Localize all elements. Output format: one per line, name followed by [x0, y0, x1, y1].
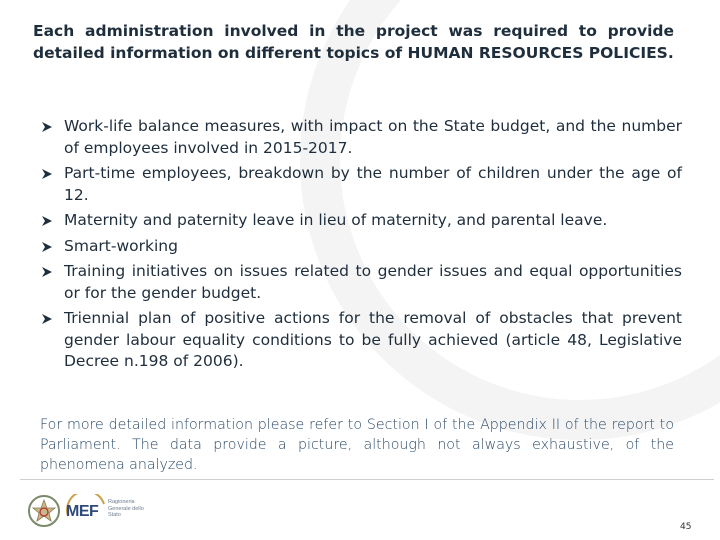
arrow-bullet-icon — [40, 240, 54, 254]
footer-divider — [20, 479, 714, 480]
bullet-text: Triennial plan of positive actions for the removal of obstacles that prevent gender labour equality conditions to be fully achieved (article 48, Legislative Decree n.198 of 2006). — [64, 309, 682, 370]
arrow-bullet-icon — [40, 312, 54, 326]
bullet-text: Smart-working — [64, 236, 178, 255]
bullet-item — [40, 116, 682, 159]
bullet-item — [40, 210, 682, 232]
bullet-item — [40, 236, 682, 258]
bullet-text: Training initiatives on issues related to gender issues and equal opportunities or for the gender budget. — [64, 262, 682, 302]
topic-bullet-list — [40, 116, 682, 377]
arrow-bullet-icon — [40, 120, 54, 134]
page-number: 45 — [680, 522, 692, 532]
bullet-item — [40, 163, 682, 206]
bullet-item — [40, 308, 682, 373]
mef-logo-subtitle: Ragioneria Generale dello Stato — [108, 499, 144, 518]
reference-note: For more detailed information please refer to Section I of the Appendix II of the report to Parliament. The data provide a picture, although not always exhaustive, of the phenomena analyzed. — [40, 417, 674, 473]
bullet-text: Part-time employees, breakdown by the number of children under the age of 12. — [64, 164, 682, 204]
mef-logo-text: MEF — [66, 503, 99, 520]
bullet-text: Work-life balance measures, with impact on the State budget, and the number of employees involved in 2015-2017. — [64, 117, 682, 157]
bullet-item — [40, 261, 682, 304]
italian-republic-emblem-icon — [27, 494, 61, 528]
arrow-bullet-icon — [40, 214, 54, 228]
slide-heading: Each administration involved in the project was required to provide detailed information on different topics of HUMAN RESOURCES POLICIES. — [33, 22, 674, 62]
bullet-text: Maternity and paternity leave in lieu of maternity, and parental leave. — [64, 211, 608, 229]
arrow-bullet-icon — [40, 167, 54, 181]
arrow-bullet-icon — [40, 265, 54, 279]
